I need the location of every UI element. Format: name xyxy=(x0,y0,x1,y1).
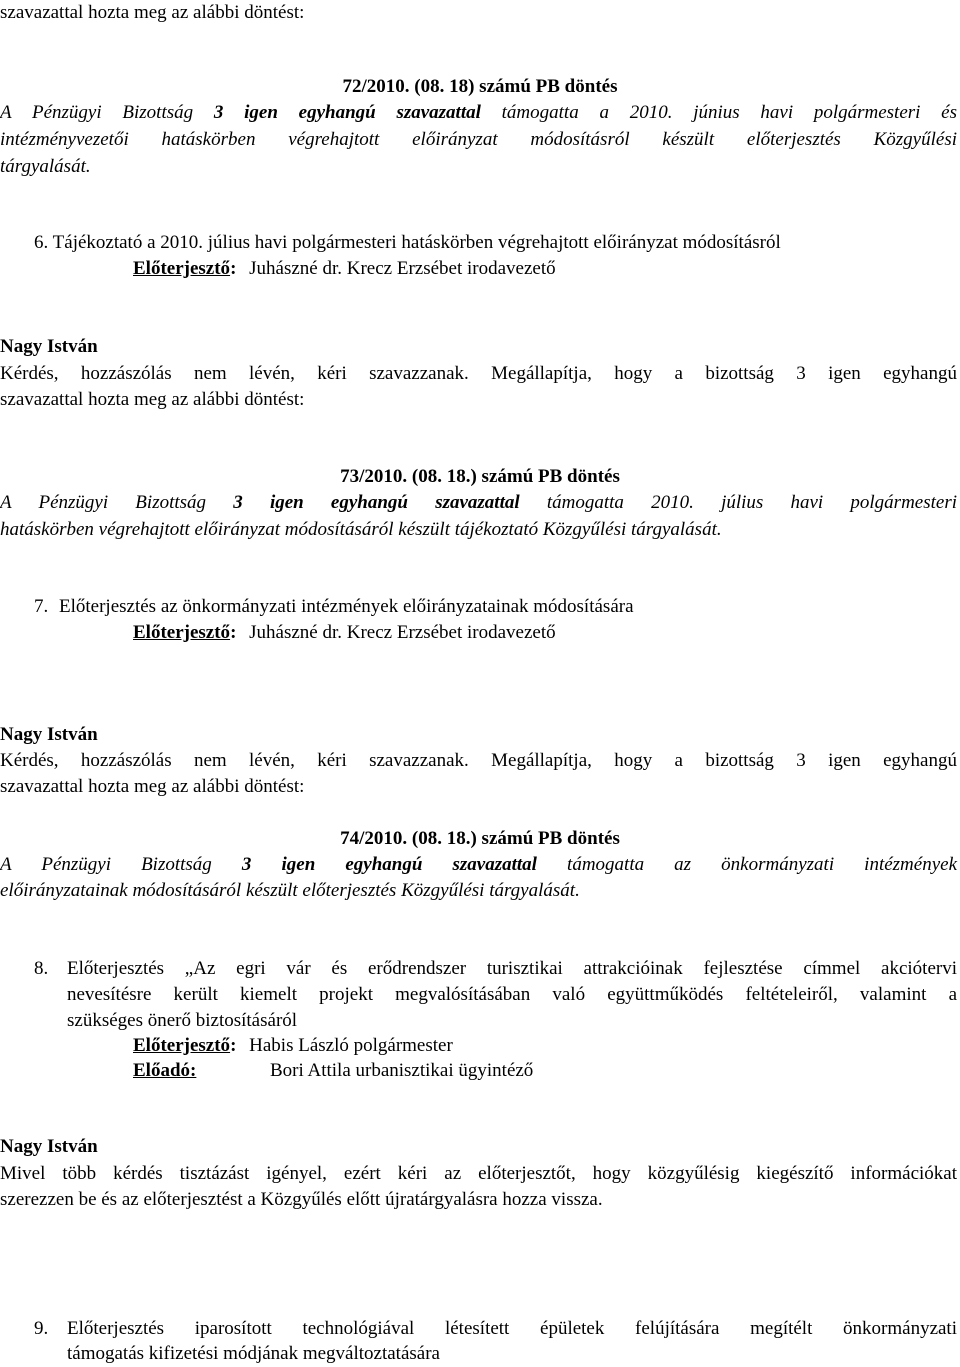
presenter-label: Előterjesztő xyxy=(133,1035,231,1056)
presenter-value: Juhászné dr. Krecz Erzsébet irodavezető xyxy=(249,622,556,643)
agenda-item-9-line-2: támogatás kifizetési módjának megváltoztatására xyxy=(67,1343,440,1364)
decision-74-text-1 xyxy=(0,852,957,878)
agenda-item-6-presenter: Előterjesztő: Juhászné dr. Krecz Erzsébet irodavezető xyxy=(133,258,556,279)
decision-74-vote: 3 igen egyhangú szavazattal xyxy=(241,854,537,875)
vote-line-2: szavazattal hozta meg az alábbi döntést: xyxy=(0,776,305,797)
agenda-item-8-presenter: Előterjesztő: Habis László polgármester xyxy=(133,1035,453,1056)
final-line-2: szerezzen be és az előterjesztést a Közgyűlés előtt újratárgyalásra hozza vissza. xyxy=(0,1189,603,1210)
agenda-item-8-line-1: Előterjesztés „Az egri vár és erődrendszer turisztikai attrakcióinak fejlesztése címmel akciótervi xyxy=(67,958,957,979)
decision-72-text-1 xyxy=(0,100,957,126)
speaker-label: Előadó: xyxy=(133,1060,197,1081)
agenda-item-9-number: 9. xyxy=(34,1318,49,1339)
agenda-item-7-title: Előterjesztés az önkormányzati intézmények előirányzatainak módosítására xyxy=(59,596,634,617)
presenter-value: Juhászné dr. Krecz Erzsébet irodavezető xyxy=(249,258,556,279)
agenda-item-9-line-1: Előterjesztés iparosított technológiával létesített épületek felújítására megítélt önkormányzati xyxy=(67,1318,957,1339)
decision-73-text-2: hatáskörben végrehajtott előirányzat módosításáról készült tájékoztató Közgyűlési tárgyalását. xyxy=(0,519,722,540)
decision-74-subject: A Pénzügyi Bizottság xyxy=(0,854,212,875)
decision-74-rest: támogatta az önkormányzati intézmények xyxy=(567,854,958,875)
decision-72-text-3: tárgyalását. xyxy=(0,156,91,177)
presenter-label: Előterjesztő xyxy=(133,622,231,643)
agenda-item-7 xyxy=(0,594,960,620)
speaker-name: Nagy István xyxy=(0,1136,98,1157)
agenda-item-8-speaker xyxy=(0,1058,960,1084)
decision-73-subject: A Pénzügyi Bizottság xyxy=(0,492,207,513)
agenda-item-6: 6. Tájékoztató a 2010. július havi polgármesteri hatáskörben végrehajtott előirányzat módosításról xyxy=(34,232,781,253)
decision-74-text-2: előirányzatainak módosításáról készült előterjesztés Közgyűlési tárgyalását. xyxy=(0,880,580,901)
speaker-name: Nagy István xyxy=(0,336,98,357)
presenter-label: Előterjesztő xyxy=(133,258,231,279)
agenda-item-7-presenter: Előterjesztő: Juhászné dr. Krecz Erzsébet irodavezető xyxy=(133,622,556,643)
vote-line-1: Kérdés, hozzászólás nem lévén, kéri szavazzanak. Megállapítja, hogy a bizottság 3 igen egyhangú xyxy=(0,363,957,384)
decision-73-text-1 xyxy=(0,490,957,516)
agenda-item-8-line-2: nevesítésre került kiemelt projekt megvalósításában való együttműködés feltételeiről, valamint a xyxy=(67,984,957,1005)
final-line-1: Mivel több kérdés tisztázást igényel, ezért kéri az előterjesztőt, hogy közgyűlésig kiegészítő információkat xyxy=(0,1163,957,1184)
decision-73-vote: 3 igen egyhangú szavazattal xyxy=(233,492,520,513)
presenter-value: Habis László polgármester xyxy=(249,1035,453,1056)
agenda-item-8-line-3: szükséges önerő biztosításáról xyxy=(67,1010,298,1031)
decision-73-rest: támogatta 2010. július havi polgármesteri xyxy=(546,492,958,513)
decision-72-vote: 3 igen egyhangú szavazattal xyxy=(213,102,481,123)
agenda-item-8-number: 8. xyxy=(34,958,49,979)
vote-continuation-line: szavazattal hozta meg az alábbi döntést: xyxy=(0,2,305,23)
decision-72-text-2: intézményvezetői hatáskörben végrehajtott előirányzat módosításról készült előterjesztés Közgyűlési xyxy=(0,129,957,150)
speaker-name: Nagy István xyxy=(0,724,98,745)
decision-72-subject: A Pénzügyi Bizottság xyxy=(0,102,194,123)
decision-74-title: 74/2010. (08. 18.) számú PB döntés xyxy=(340,828,620,849)
vote-line-2: szavazattal hozta meg az alábbi döntést: xyxy=(0,389,305,410)
vote-line-1: Kérdés, hozzászólás nem lévén, kéri szavazzanak. Megállapítja, hogy a bizottság 3 igen egyhangú xyxy=(0,750,957,771)
decision-73-title: 73/2010. (08. 18.) számú PB döntés xyxy=(340,466,620,487)
decision-72-rest: támogatta a 2010. június havi polgármesteri és xyxy=(501,102,958,123)
decision-72-title: 72/2010. (08. 18) számú PB döntés xyxy=(342,76,618,97)
agenda-item-7-number: 7. xyxy=(34,596,49,617)
speaker-value: Bori Attila urbanisztikai ügyintéző xyxy=(270,1060,534,1081)
